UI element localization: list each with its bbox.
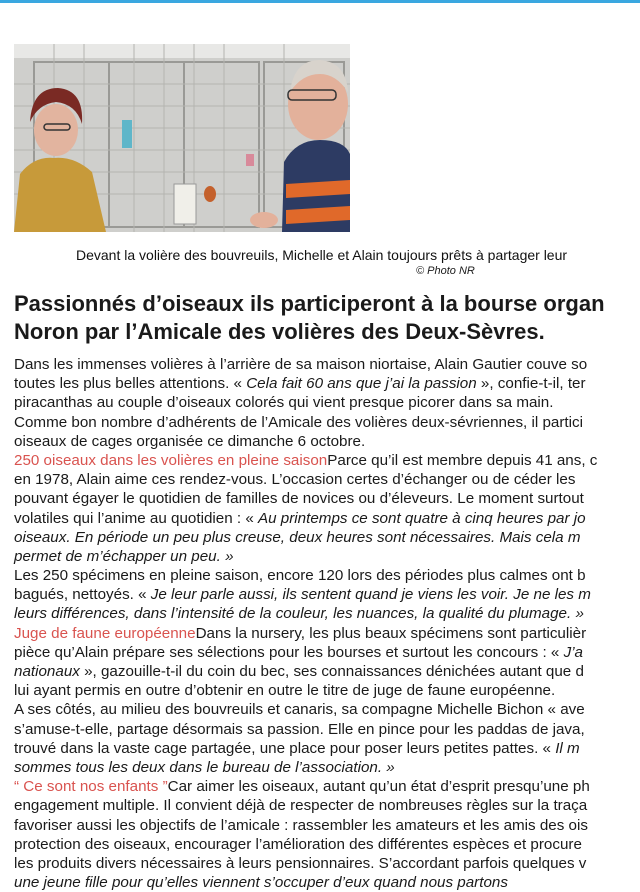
quote-text: oiseaux. En période un peu plus creuse, deux heures sont nécessaires. Mais cela m	[14, 528, 581, 546]
body-text: Car aimer les oiseaux, autant qu’un état d’esprit presqu’une ph	[167, 778, 590, 796]
subheading: 250 oiseaux dans les volières en pleine saison	[14, 451, 328, 469]
article-photo	[14, 44, 350, 232]
quote-text: Cela fait 60 ans que j’ai la passion	[246, 375, 477, 393]
subheading: “ Ce sont nos enfants ”	[14, 778, 168, 796]
body-line: en 1978, Alain aime ces rendez-vous. L’occasion certes d’échanger ou de céder les	[14, 471, 576, 489]
quote-text: Au printemps ce sont quatre à cinq heures par jo	[258, 509, 586, 527]
body-line: favoriser aussi les objectifs de l’amicale : rassembler les amateurs et les amis des ois	[14, 816, 588, 834]
body-line	[14, 758, 640, 777]
body-text: Dans la nursery, les plus beaux spécimens sont particulièr	[195, 624, 587, 642]
body-text: toutes les plus belles attentions. «	[14, 375, 247, 393]
body-text: bagués, nettoyés. «	[14, 586, 151, 604]
body-line	[14, 585, 640, 604]
body-line	[14, 547, 640, 566]
quote-text: Je leur parle aussi, ils sentent quand je viens les voir. Je ne les m	[150, 586, 591, 604]
body-line	[14, 662, 640, 681]
body-text: », gazouille-t-il du coin du bec, ses connaissances dénichées autant que d	[79, 663, 584, 680]
body-line: Dans les immenses volières à l’arrière de sa maison niortaise, Alain Gautier couve so	[14, 356, 588, 373]
quote-text: une jeune fille pour qu’elles viennent s’occuper d’eux quand nous partons	[14, 874, 508, 892]
body-text: Parce qu’il est membre depuis 41 ans, c	[327, 451, 598, 469]
quote-text: sommes tous les deux dans le bureau de l’association. »	[14, 758, 395, 776]
subheading: Juge de faune européenne	[14, 624, 196, 642]
headline-line: Passionnés d’oiseaux ils participeront à la bourse organ	[14, 291, 605, 316]
body-line	[14, 374, 640, 393]
body-line: engagement multiple. Il convient déjà de respecter de nombreuses règles sur la traça	[14, 797, 588, 815]
article-headline	[14, 290, 640, 346]
body-line: pouvant égayer le quotidien de familles de novices ou d’éleveurs. Le moment surtout	[14, 490, 584, 508]
body-line: Les 250 spécimens en pleine saison, encore 120 lors des périodes plus calmes ont b	[14, 567, 586, 585]
quote-text: J’a	[563, 643, 584, 661]
article-body	[14, 355, 640, 892]
body-text: trouvé dans la vaste cage partagée, une place pour poser leurs petites pattes. «	[14, 739, 556, 757]
quote-text: leurs différences, dans l’intensité de la couleur, les nuances, la qualité du plumage. »	[14, 605, 584, 623]
body-line: protection des oiseaux, encourager l’amélioration des différentes espèces et procure	[14, 835, 582, 853]
body-line	[14, 777, 640, 796]
body-text: volatiles qui l’anime au quotidien : «	[14, 509, 258, 527]
body-line	[14, 528, 640, 547]
body-line: oiseaux de cages organisée ce dimanche 6 octobre.	[14, 432, 366, 450]
body-line	[14, 873, 640, 892]
photo-credit: © Photo NR	[416, 265, 475, 277]
top-rule	[0, 0, 640, 3]
body-line: s’amuse-t-elle, partage désormais sa passion. Elle en pince pour les paddas de java,	[14, 720, 585, 738]
body-line	[14, 451, 640, 470]
quote-text: nationaux	[14, 663, 80, 680]
photo-caption: Devant la volière des bouvreuils, Michelle et Alain toujours prêts à partager leur	[76, 247, 568, 263]
quote-text: permet de m’échapper un peu. »	[14, 547, 234, 565]
body-text: pièce qu’Alain prépare ses sélections pour les bourses et surtout les concours : «	[14, 643, 564, 661]
quote-text: Il m	[555, 739, 580, 757]
body-line: Comme bon nombre d’adhérents de l’Amicale des volières deux-sévriennes, il partici	[14, 413, 583, 431]
body-line	[14, 509, 640, 528]
body-line: piracanthas au couple d’oiseaux colorés qui vient presque picorer dans sa main.	[14, 394, 554, 412]
body-line: lui ayant permis en outre d’obtenir en outre le titre de juge de faune européenne.	[14, 682, 556, 700]
body-line	[14, 643, 640, 662]
body-line	[14, 739, 640, 758]
body-line	[14, 624, 640, 643]
body-text: », confie-t-il, ter	[476, 375, 586, 393]
body-line: A ses côtés, au milieu des bouvreuils et canaris, sa compagne Michelle Bichon « ave	[14, 701, 585, 719]
body-line: les produits divers nécessaires à leurs pensionnaires. S’accordant parfois quelques v	[14, 854, 587, 872]
headline-line: Noron par l’Amicale des volières des Deux-Sèvres.	[14, 319, 545, 344]
body-line	[14, 604, 640, 623]
